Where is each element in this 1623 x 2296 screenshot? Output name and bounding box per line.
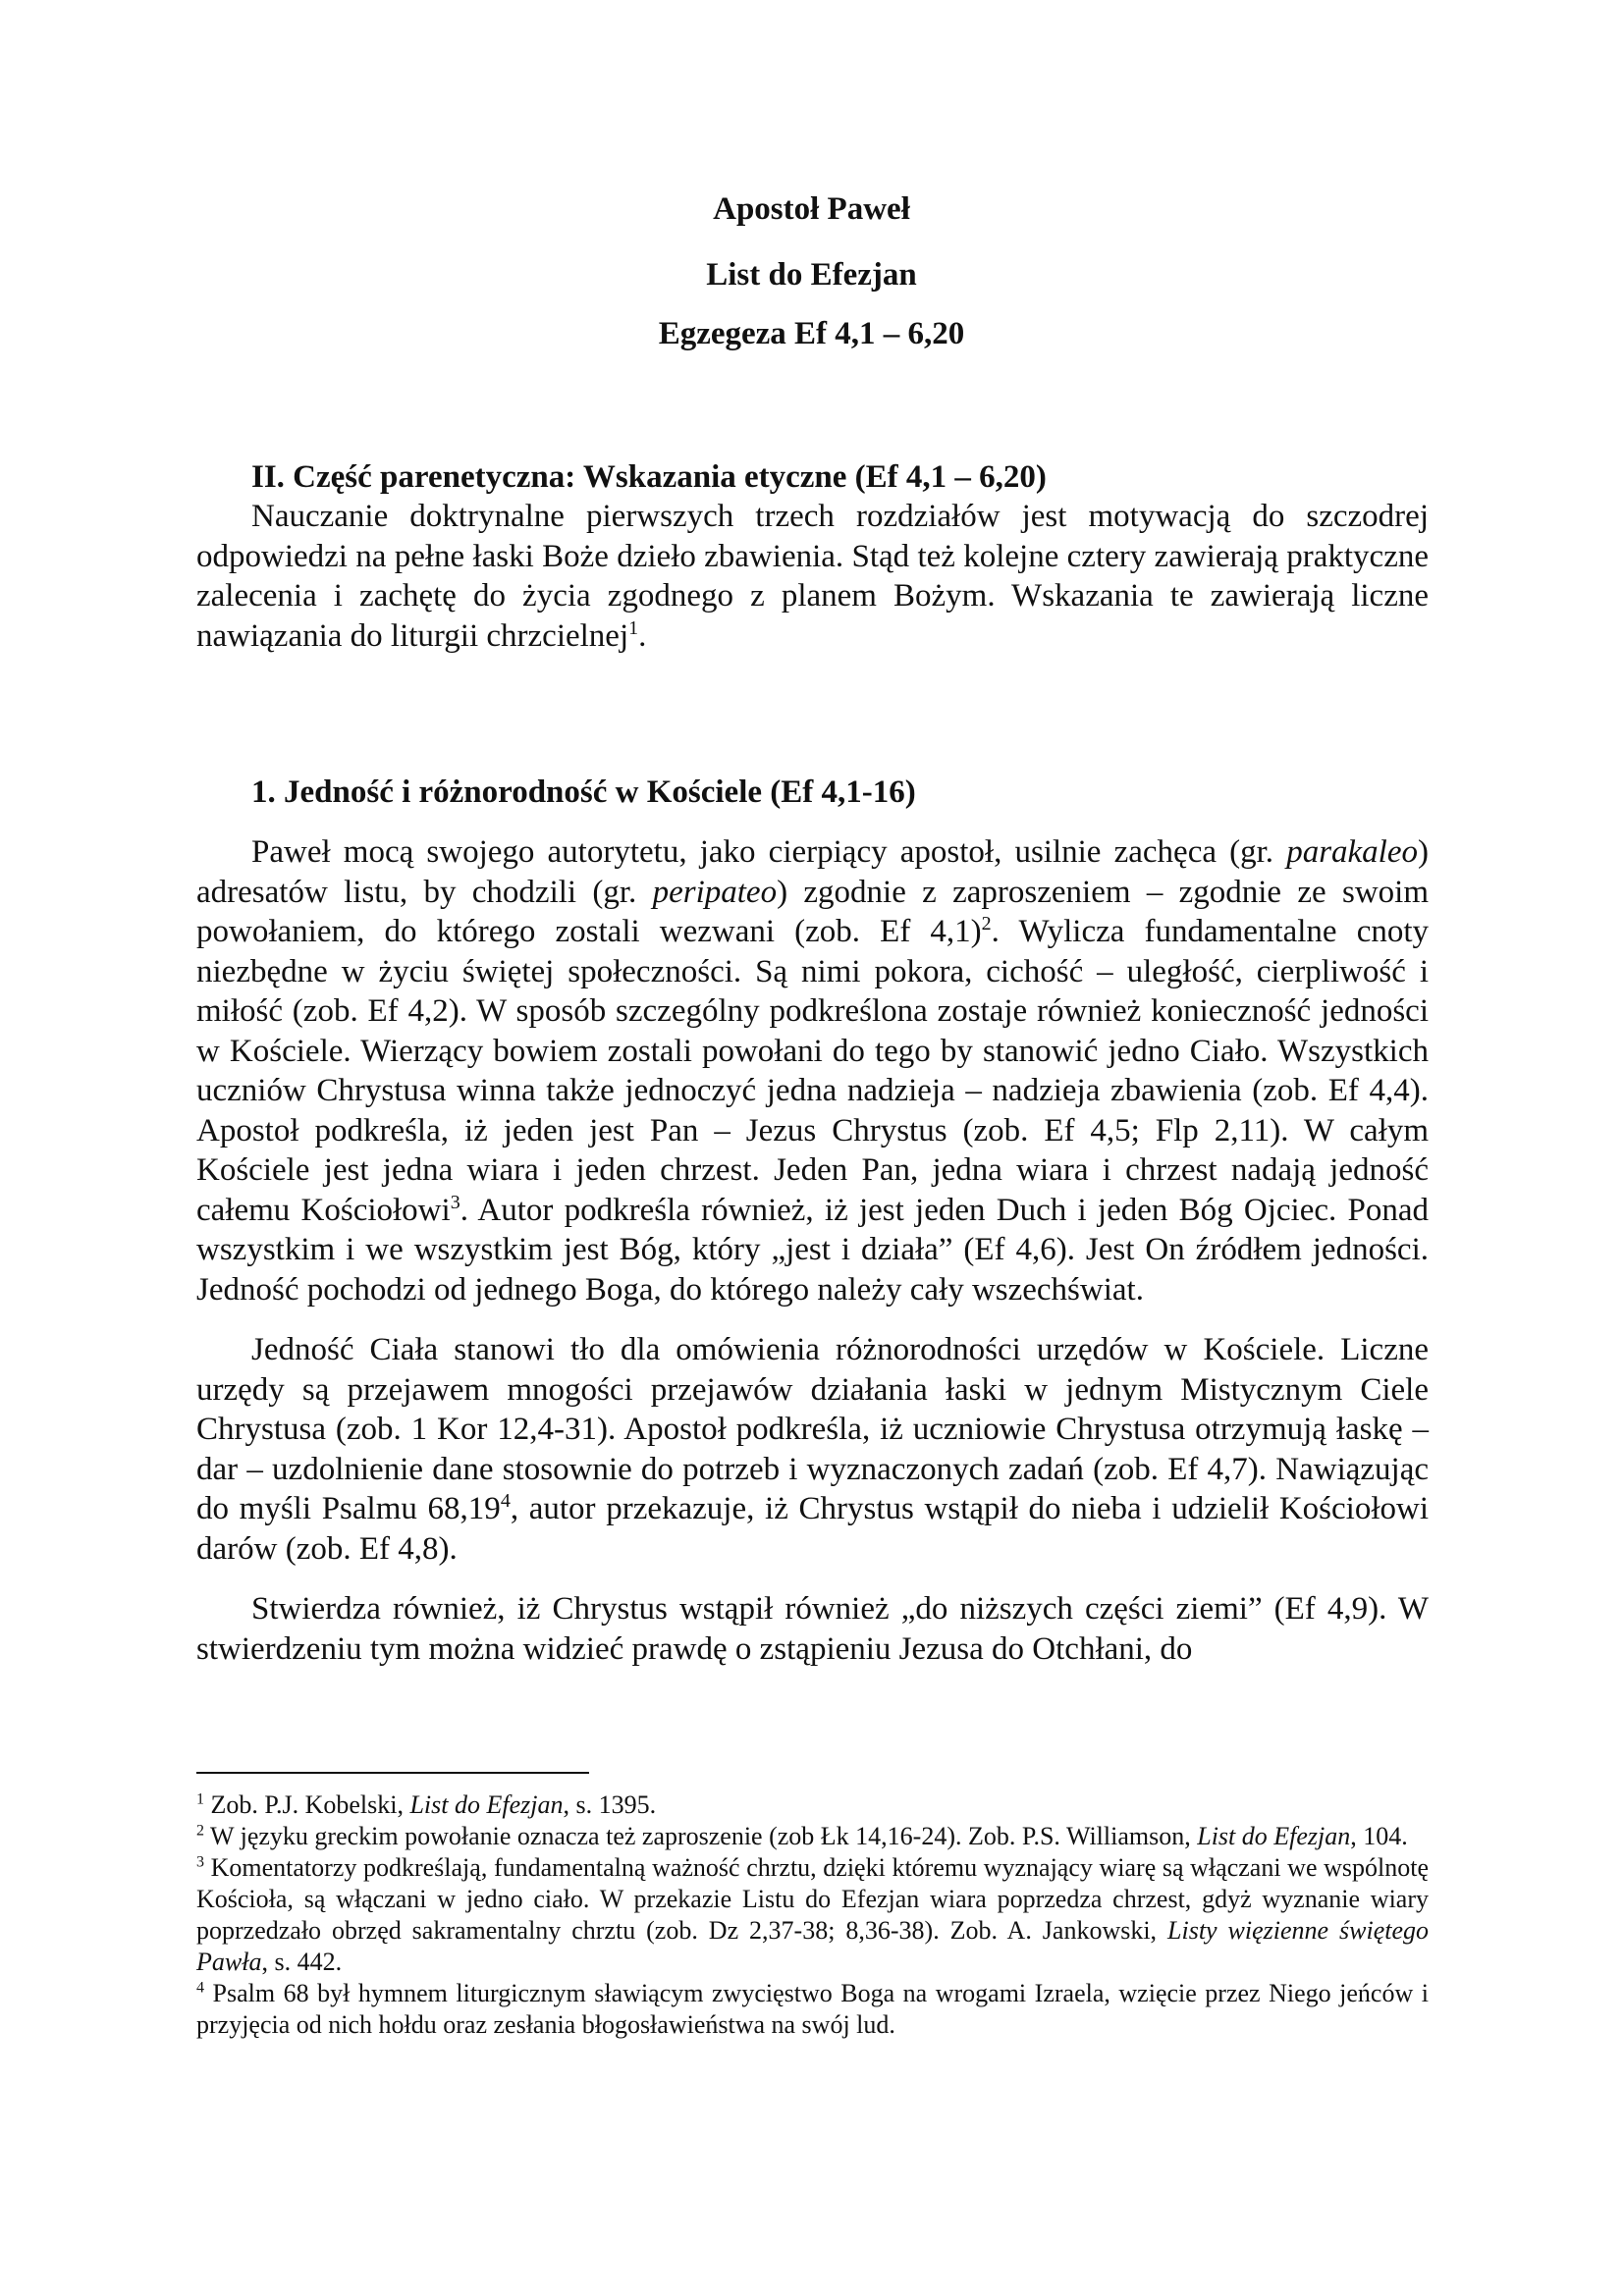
footnote-text: , 104. — [1350, 1822, 1408, 1850]
footnote-ref-1[interactable]: 1 — [628, 616, 639, 639]
footnote-ref-3[interactable]: 3 — [450, 1191, 460, 1213]
citation-title: List do Efezjan — [1197, 1822, 1351, 1850]
greek-term: parakaleo — [1286, 834, 1418, 870]
citation-title: List do Efezjan — [409, 1790, 564, 1819]
document-title-author: Apostoł Paweł — [713, 191, 910, 227]
document-title-exegesis: Egzegeza Ef 4,1 – 6,20 — [658, 316, 965, 351]
footnote-number: 2 — [196, 1822, 204, 1840]
paragraph-text: ) zgodnie z zaproszeniem – zgodnie ze swoim powołaniem, do którego zostali wezwani (zob. Ef 4,1) — [196, 874, 1429, 949]
footnote-text: , s. 442. — [261, 1948, 343, 1976]
greek-term: peripateo — [652, 874, 778, 910]
section-1-paragraph-3: Stwierdza również, iż Chrystus wstąpił również „do niższych części ziemi” (Ef 4,9). W stwierdzeniu tym można widzieć prawdę o zstąpieniu Jezusa do Otchłani, do — [196, 1591, 1429, 1667]
footnote-ref-2[interactable]: 2 — [981, 913, 992, 934]
paragraph-text: . Autor podkreśla również, iż jest jeden Duch i jeden Bóg Ojciec. Ponad wszystkim i we wszystkim jest Bóg, który „jest i działa” (Ef 4,6). Jest On źródłem jedności. Jedność pochodzi od jednego Boga, do którego należy cały wszechświat. — [196, 1192, 1429, 1308]
paragraph-text: Nauczanie doktrynalne pierwszych trzech rozdziałów jest motywacją do szczodrej odpowiedzi na pełne łaski Boże dzieło zbawienia. Stąd też kolejne cztery zawierają praktyczne zalecenia i zachętę do życia zgodnego z planem Bożym. Wskazania te zawierają liczne nawiązania do liturgii chrzcielnej — [196, 499, 1429, 654]
footnote-ref-4[interactable]: 4 — [500, 1490, 511, 1512]
footnote-1 — [196, 1789, 1429, 1821]
footnote-3 — [196, 1852, 1429, 1978]
footnote-text: Zob. P.J. Kobelski, — [204, 1790, 410, 1819]
footnotes — [196, 1772, 1429, 2041]
section-1-paragraph-1 — [196, 832, 1429, 1309]
footnote-4 — [196, 1978, 1429, 2041]
footnote-text: Psalm 68 był hymnem liturgicznym sławiącym zwycięstwo Boga na wrogami Izraela, wzięcie przez Niego jeńców i przyjęcia od nich hołdu oraz zesłania błogosławieństwa na swój lud. — [196, 1979, 1429, 2039]
section-ii — [196, 457, 1429, 656]
footnote-separator — [196, 1772, 589, 1774]
section-1-heading: 1. Jedność i różnorodność w Kościele (Ef 4,1-16) — [251, 774, 916, 810]
footnote-number: 1 — [196, 1790, 204, 1808]
footnote-number: 4 — [196, 1979, 204, 1997]
footnote-text: W języku greckim powołanie oznacza też zaproszenie (zob Łk 14,16-24). Zob. P.S. Williamson, — [204, 1822, 1198, 1850]
document-title-letter: List do Efezjan — [706, 257, 917, 293]
paragraph-text: . Wylicza fundamentalne cnoty niezbędne w życiu świętej społeczności. Są nimi pokora, cichość – uległość, cierpliwość i miłość (zob. Ef 4,2). W sposób szczególny podkreślona zostaje również konieczność jedności w Kościele. Wierzący bowiem zostali powołani do tego by stanowić jedno Ciało. Wszystkich uczniów Chrystusa winna także jednoczyć jedna nadzieja – nadzieja zbawienia (zob. Ef 4,4). Apostoł podkreśla, iż jeden jest Pan – Jezus Chrystus (zob. Ef 4,5; Flp 2,11). W całym Kościele jest jedna wiara i jeden chrzest. Jeden Pan, jedna wiara i chrzest nadają jedność całemu Kościołowi — [196, 914, 1430, 1228]
citation-title: Listy więzienne świętego Pawła — [196, 1916, 1429, 1976]
footnote-number: 3 — [196, 1853, 204, 1871]
paragraph-text: , autor przekazuje, iż Chrystus wstąpił do nieba i udzielił Kościołowi darów (zob. Ef 4,8). — [196, 1491, 1430, 1567]
paragraph-text: Jedność Ciała stanowi tło dla omówienia różnorodności urzędów w Kościele. Liczne urzędy są przejawem mnogości przejawów działania łaski w jednym Mistycznym Ciele Chrystusa (zob. 1 Kor 12,4-31). Apostoł podkreśla, iż uczniowie Chrystusa otrzymują łaskę – dar – uzdolnienie dane stosownie do potrzeb i wyznaczonych zadań (zob. Ef 4,7). Nawiązując do myśli Psalmu 68,19 — [196, 1332, 1429, 1526]
paragraph-text: Paweł mocą swojego autorytetu, jako cierpiący apostoł, usilnie zachęca (gr. — [251, 834, 1287, 870]
paragraph-text: . — [638, 617, 647, 654]
section-1 — [196, 773, 1429, 1669]
paragraph-text: ) adresatów listu, by chodzili (gr. — [196, 834, 1429, 910]
section-1-paragraph-2 — [196, 1330, 1429, 1569]
footnote-text: , s. 1395. — [563, 1790, 657, 1819]
footnote-text: Komentatorzy podkreślają, fundamentalną ważność chrztu, dzięki któremu wyznający wiarę są włączani we wspólnotę Kościoła, są włączani w jedno ciało. W przekazie Listu do Efezjan wiara poprzedza chrzest, gdyż wyznanie wiary poprzedzało obrzęd sakramentalny chrztu (zob. Dz 2,37-38; 8,36-38). Zob. A. Jankowski, — [196, 1853, 1429, 1945]
footnote-2 — [196, 1821, 1429, 1852]
section-ii-paragraph — [196, 497, 1429, 656]
section-ii-heading: II. Część parenetyczna: Wskazania etyczne (Ef 4,1 – 6,20) — [251, 459, 1047, 495]
